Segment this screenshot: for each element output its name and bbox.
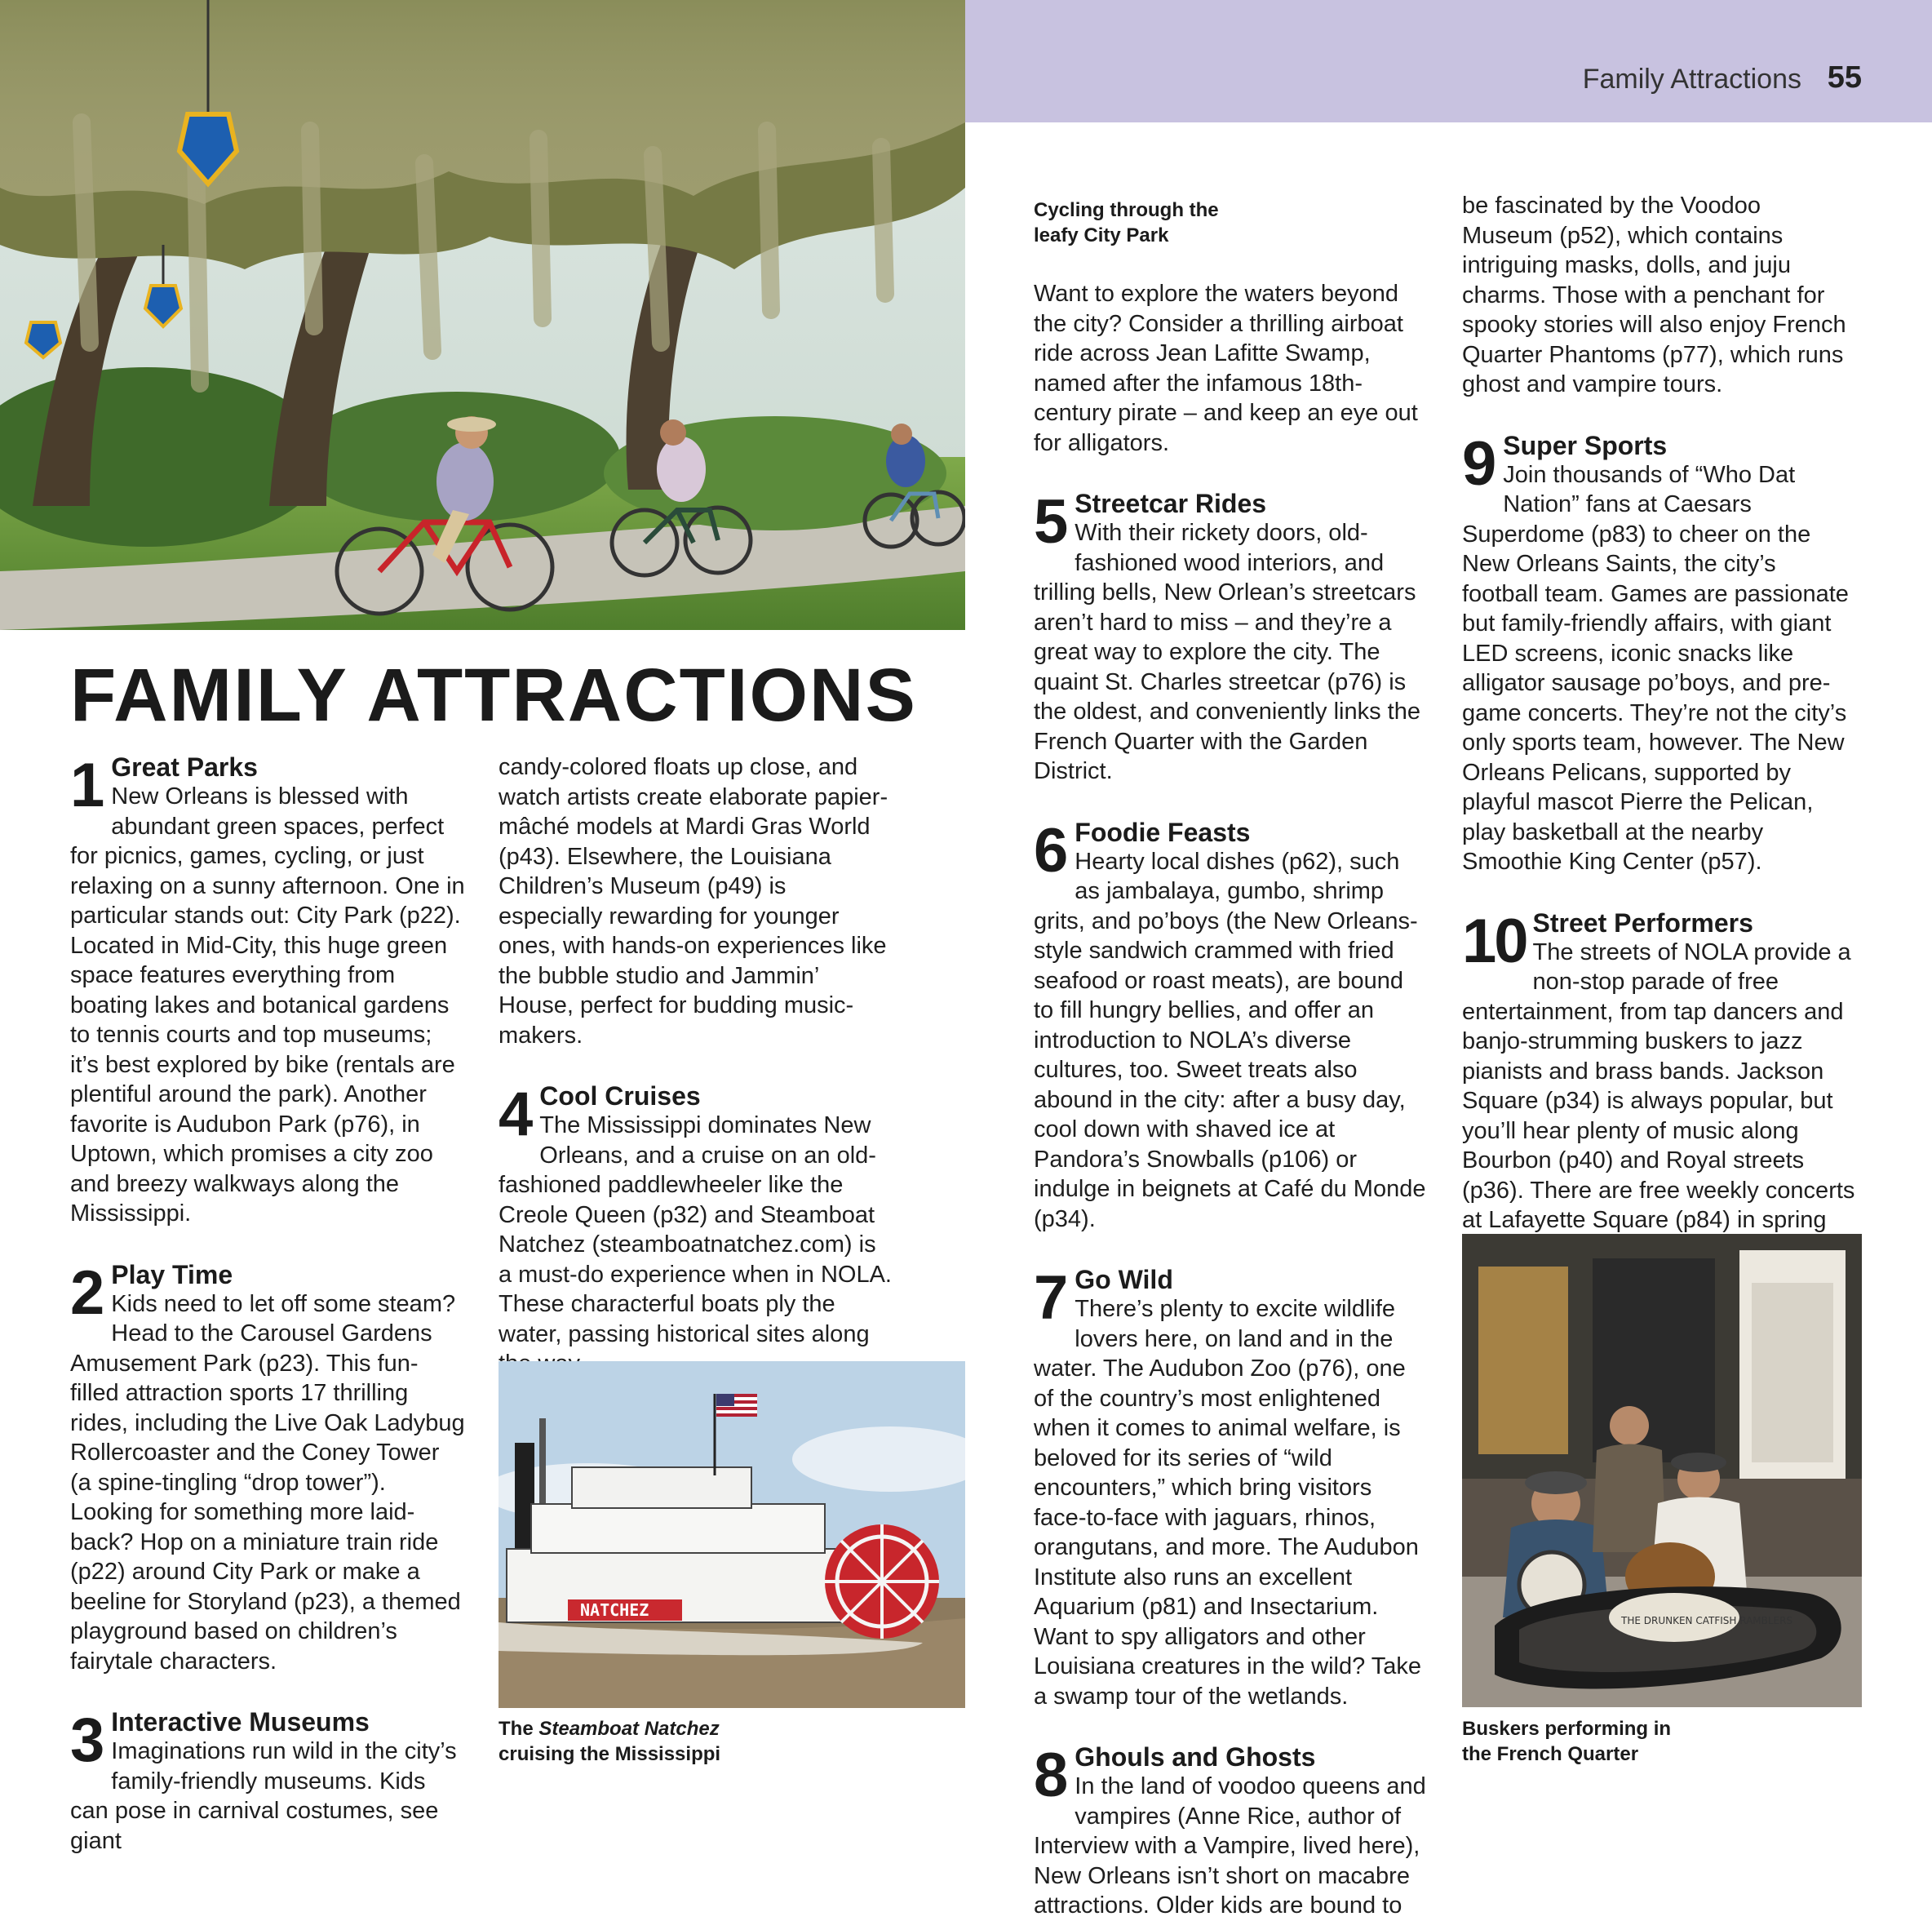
header-band bbox=[965, 0, 1932, 122]
entry-title: Foodie Feasts bbox=[1075, 817, 1251, 847]
entry-number: 3 bbox=[70, 1706, 105, 1775]
intro-paragraph: Want to explore the waters beyond the city? Consider a thrilling airboat ride across Jean Lafitte Swamp, named after the infamous 18th-century pirate – and keep an eye out for alligators. bbox=[1034, 281, 1418, 456]
entry-number: 6 bbox=[1034, 815, 1069, 885]
buskers-caption: Buskers performing in the French Quarter bbox=[1462, 1718, 1672, 1765]
column-2 bbox=[499, 752, 894, 1379]
entry-number: 7 bbox=[1034, 1263, 1069, 1333]
entry-8-continued: be fascinated by the Voodoo Museum (p52), which contains intriguing masks, dolls, and juju charms. Those with a penchant for spooky stories will also enjoy French Quarter Phantoms (p77), which runs ghost and vampire tours. bbox=[1462, 193, 1846, 397]
entry-title: Cool Cruises bbox=[539, 1081, 701, 1111]
entry-number: 4 bbox=[499, 1080, 534, 1149]
entry-number: 1 bbox=[70, 751, 105, 820]
column-4 bbox=[1462, 191, 1858, 1295]
entry-1 bbox=[70, 752, 466, 1229]
entry-number: 2 bbox=[70, 1258, 105, 1328]
entry-number: 10 bbox=[1462, 906, 1527, 976]
entry-body: Imaginations run wild in the city’s family-friendly museums. Kids can pose in carnival costumes, see giant bbox=[70, 1738, 457, 1854]
buskers-photo bbox=[1462, 1234, 1862, 1707]
page-number: 55 bbox=[1827, 60, 1862, 95]
entry-8 bbox=[1034, 1742, 1429, 1921]
entry-title: Streetcar Rides bbox=[1075, 489, 1267, 518]
case-sign: THE DRUNKEN CATFISH RAMBLERS bbox=[1621, 1615, 1793, 1626]
entry-6 bbox=[1034, 815, 1429, 1235]
entry-title: Play Time bbox=[111, 1259, 233, 1289]
entry-body: With their rickety doors, old-fashioned wood interiors, and trilling bells, New Orlean’s streetcars aren’t hard to miss – and they’re a great way to explore the city. The quaint St. Charles streetcar (p76) is the oldest, and conveniently links the French Quarter with the Garden District. bbox=[1034, 520, 1420, 784]
entry-3 bbox=[70, 1707, 466, 1856]
steamboat-caption: The Steamboat Natchez cruising the Mississippi bbox=[499, 1718, 721, 1765]
entry-title: Interactive Museums bbox=[111, 1707, 370, 1737]
city-park-cycling-photo bbox=[0, 0, 965, 630]
entry-number: 9 bbox=[1462, 428, 1497, 499]
entry-3-continued: candy-colored floats up close, and watch artists create elaborate papier-mâché models at Mardi Gras World (p43). Elsewhere, the Louisiana Children’s Museum (p49) is especially rewarding for younger ones, with hands-on experiences like the bubble studio and Jammin’ House, perfect for budding music-makers. bbox=[499, 754, 888, 1049]
entry-5 bbox=[1034, 489, 1429, 787]
entry-title: Street Performers bbox=[1532, 907, 1753, 938]
entry-body: The Mississippi dominates New Orleans, and a cruise on an old-fashioned paddlewheeler like the Creole Queen (p32) and Steamboat Natchez (steamboatnatchez.com) is a must-do experience when in NOLA. These characterful boats ply the water, passing historical sites along bbox=[499, 1112, 892, 1347]
entry-body: New Orleans is blessed with abundant green spaces, perfect for picnics, games, cycling, or just relaxing on a sunny afternoon. One in particular stands out: City Park (p22). Located in Mid-City, this huge green space features everything from boating lakes and botanical gardens to tennis courts and top museums; it’s best explored by bike (rentals are plentiful around the park). Another favorite is Audubon Park (p76), in Uptown, which promises a city zoo and breezy walkways along the Mississippi. bbox=[70, 783, 465, 1227]
column-1 bbox=[70, 752, 466, 1856]
entry-body: Kids need to let off some steam? Head to the Carousel Gardens Amusement Park (p23). This fun-filled attraction sports 17 thrilling rides, including the Live Oak Ladybug Rollercoaster and the Coney Tower (a spine-tingling “drop tower”). Looking for something more laid-back? Hop on a miniature train ride (p22) around City Park or make a beeline for Storyland (p23), a themed playground based on children’s fairytale characters. bbox=[70, 1290, 465, 1675]
boat-sign: NATCHEZ bbox=[580, 1600, 649, 1620]
entry-title: Super Sports bbox=[1503, 430, 1668, 460]
entry-body: In the land of voodoo queens and vampires (Anne Rice, author of Interview with a Vampire, lived here), New Orleans isn’t short on macabre attractions. Older kids are bound to bbox=[1034, 1773, 1426, 1919]
entry-9 bbox=[1462, 428, 1858, 877]
entry-title: Great Parks bbox=[111, 752, 258, 782]
steamboat-natchez-photo bbox=[499, 1361, 965, 1708]
entry-body: Join thousands of “Who Dat Nation” fans at Caesars Superdome (p83) to cheer on the New Orleans Saints, the city’s football team. Games are passionate but family-friendly affairs, with giant LED screens, iconic snacks like alligator sausage po’boys, and pre-game concerts. They’re not the city’s only sports team, however. The New Orleans Pelicans, supported by playful mascot Pierre the Pelican, play basketball at the nearby Smoothie King Center (p57). bbox=[1462, 461, 1849, 875]
entry-number: 5 bbox=[1034, 487, 1069, 557]
entry-body: There’s plenty to excite wildlife lovers here, on land and in the water. The Audubon Zoo (p76), one of the country’s most enlightened when it comes to animal welfare, is beloved for its series of “wild encounters,” which bring visitors face-to-face with jaguars, rhinos, orangutans, and more. The Audubon Institute also runs an excellent Aquarium (p81) and Insectarium. Want to spy alligators and other Louisiana creatures in the wild? Take a swamp tour of the wetlands. bbox=[1034, 1296, 1422, 1710]
column-3 bbox=[1034, 279, 1429, 1921]
entry-4 bbox=[499, 1081, 894, 1379]
entry-number: 8 bbox=[1034, 1741, 1069, 1810]
entry-2 bbox=[70, 1260, 466, 1677]
cycling-caption: Cycling through the leafy City Park bbox=[1034, 199, 1219, 246]
page-title: FAMILY ATTRACTIONS bbox=[70, 654, 917, 737]
entry-7 bbox=[1034, 1265, 1429, 1711]
section-title: Family Attractions bbox=[1582, 64, 1801, 95]
entry-title: Ghouls and Ghosts bbox=[1075, 1742, 1316, 1772]
entry-title: Go Wild bbox=[1075, 1265, 1173, 1294]
entry-body: The streets of NOLA provide a non-stop parade of free entertainment, from tap dancers and banjo-strumming buskers to jazz pianists and brass bands. Jackson Square (p34) is always popular, but you’ll hear plenty of music along Bourbon (p40) and Royal streets (p36). There are free weekly concerts at Lafayette Square (p84) in spring bbox=[1462, 938, 1855, 1233]
entry-body: Hearty local dishes (p62), such as jambalaya, gumbo, shrimp grits, and po’boys (the New Orleans-style sandwich crammed with fried seafood or roast meats), are bound to fill hungry bellies, and offer an introduction to NOLA’s diverse cultures, too. Sweet treats also abound in the city: after a busy day, cool down with shaved ice at Pandora’s Snowballs (p106) or indulge in beignets at Café du Monde (p34). bbox=[1034, 848, 1426, 1232]
